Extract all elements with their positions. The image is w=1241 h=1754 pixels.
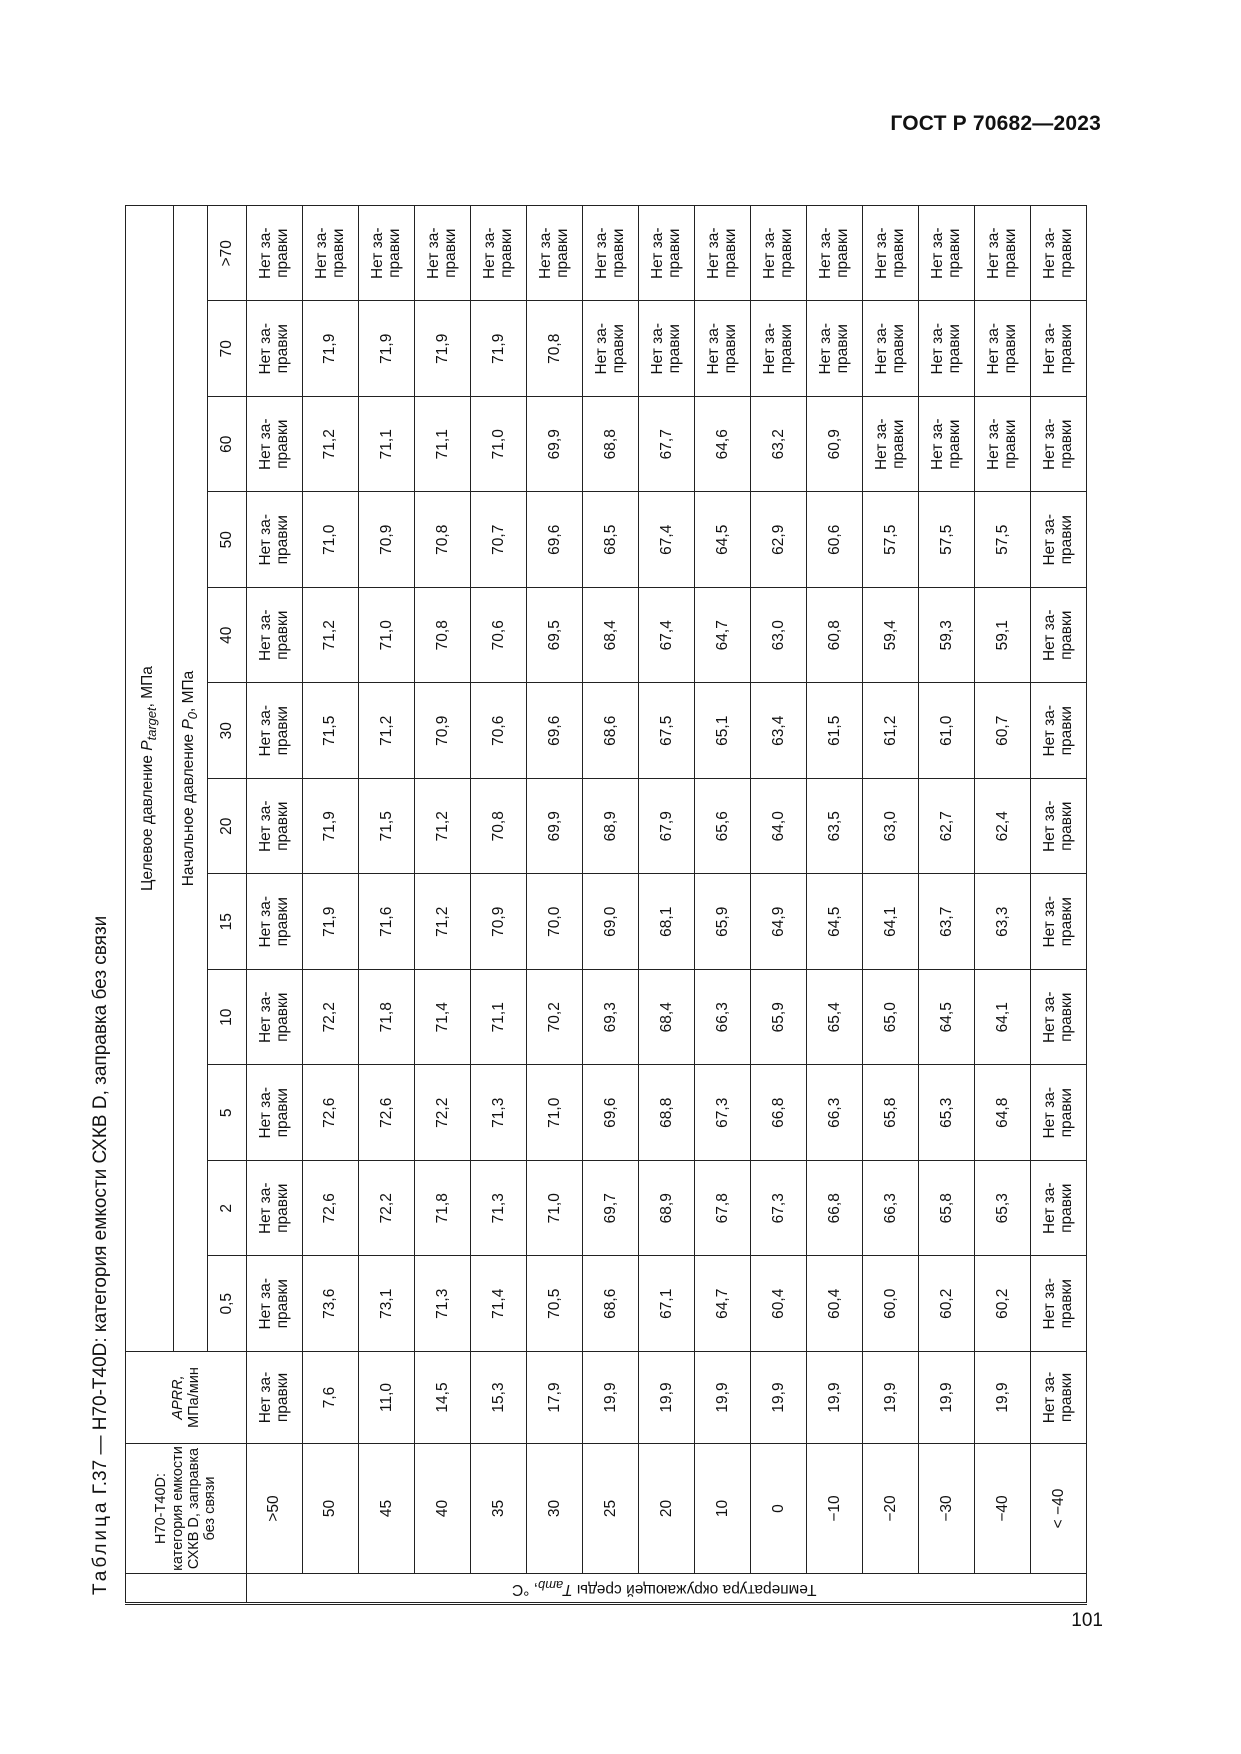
pressure-value-cell: 69,9 xyxy=(526,397,582,493)
pressure-value-cell: Нет за- правки xyxy=(974,397,1030,493)
pressure-value-cell: 71,2 xyxy=(302,397,358,493)
pressure-value-cell: 64,1 xyxy=(974,970,1030,1066)
pressure-value-cell: Нет за- правки xyxy=(862,397,918,493)
pressure-value-cell: 62,9 xyxy=(750,492,806,588)
corner-label: Н70-Т40D: категория емкости СХКВ D, заправка без связи xyxy=(126,1444,247,1574)
pressure-value-cell: 64,5 xyxy=(694,492,750,588)
rotated-table-block xyxy=(85,185,1095,1605)
pressure-value-cell: 65,4 xyxy=(806,970,862,1066)
pressure-value-cell: 71,9 xyxy=(414,301,470,397)
pressure-value-cell: 71,2 xyxy=(414,874,470,970)
aprr-cell: 11,0 xyxy=(358,1352,414,1444)
temperature-cell: −10 xyxy=(806,1444,862,1574)
pressure-value-cell: 70,8 xyxy=(526,301,582,397)
temperature-cell: −20 xyxy=(862,1444,918,1574)
pressure-value-cell: 59,4 xyxy=(862,588,918,684)
pressure-value-cell: Нет за- правки xyxy=(1030,874,1086,970)
temperature-cell: 20 xyxy=(638,1444,694,1574)
pressure-value-cell: 71,0 xyxy=(358,588,414,684)
pressure-value-cell: 64,8 xyxy=(974,1065,1030,1161)
pressure-value-cell: 68,6 xyxy=(582,1256,638,1352)
pressure-value-cell: Нет за- правки xyxy=(1030,397,1086,493)
pressure-value-cell: Нет за- правки xyxy=(302,206,358,302)
table-row xyxy=(526,206,582,1604)
pressure-value-cell: Нет за- правки xyxy=(750,301,806,397)
pressure-value-cell: Нет за- правки xyxy=(974,206,1030,302)
pressure-value-cell: 68,9 xyxy=(638,1161,694,1257)
pressure-value-cell: Нет за- правки xyxy=(694,301,750,397)
pressure-value-cell: 71,0 xyxy=(526,1161,582,1257)
table-row xyxy=(750,206,806,1604)
temperature-cell: 30 xyxy=(526,1444,582,1574)
temperature-cell: >50 xyxy=(246,1444,302,1574)
pressure-value-cell: 63,3 xyxy=(974,874,1030,970)
pressure-value-cell: 67,4 xyxy=(638,492,694,588)
pressure-value-cell: 60,4 xyxy=(806,1256,862,1352)
pressure-value-cell: 62,4 xyxy=(974,779,1030,875)
page-number: 101 xyxy=(1071,1610,1103,1631)
pressure-value-cell: Нет за- правки xyxy=(918,206,974,302)
pressure-value-cell: Нет за- правки xyxy=(246,397,302,493)
p0-column-header: 70 xyxy=(207,301,246,397)
p0-column-header: 20 xyxy=(207,779,246,875)
pressure-value-cell: 66,3 xyxy=(694,970,750,1066)
pressure-value-cell: 71,9 xyxy=(302,874,358,970)
pressure-value-cell: 64,9 xyxy=(750,874,806,970)
pressure-value-cell: 64,1 xyxy=(862,874,918,970)
aprr-cell: 14,5 xyxy=(414,1352,470,1444)
aprr-header xyxy=(126,1352,247,1444)
pressure-value-cell: Нет за- правки xyxy=(526,206,582,302)
temperature-cell: −40 xyxy=(974,1444,1030,1574)
pressure-value-cell: 63,0 xyxy=(862,779,918,875)
pressure-value-cell: 71,0 xyxy=(526,1065,582,1161)
pressure-value-cell: 57,5 xyxy=(974,492,1030,588)
pressure-value-cell: 69,6 xyxy=(526,492,582,588)
pressure-value-cell: 59,3 xyxy=(918,588,974,684)
temperature-cell: 45 xyxy=(358,1444,414,1574)
temperature-cell: 35 xyxy=(470,1444,526,1574)
pressure-value-cell: Нет за- правки xyxy=(1030,1161,1086,1257)
pressure-value-cell: Нет за- правки xyxy=(246,1065,302,1161)
pressure-value-cell: 61,0 xyxy=(918,683,974,779)
table-row xyxy=(358,206,414,1604)
pressure-value-cell: 60,8 xyxy=(806,588,862,684)
table-row xyxy=(470,206,526,1604)
pressure-value-cell: 67,3 xyxy=(694,1065,750,1161)
pressure-value-cell: 70,9 xyxy=(414,683,470,779)
pressure-value-cell: 70,2 xyxy=(526,970,582,1066)
pressure-value-cell: Нет за- правки xyxy=(974,301,1030,397)
pressure-value-cell: Нет за- правки xyxy=(1030,301,1086,397)
aprr-cell: 19,9 xyxy=(918,1352,974,1444)
pressure-value-cell: Нет за- правки xyxy=(246,301,302,397)
pressure-value-cell: 61,5 xyxy=(806,683,862,779)
pressure-value-cell: 72,6 xyxy=(358,1065,414,1161)
pressure-value-cell: Нет за- правки xyxy=(358,206,414,302)
pressure-value-cell: Нет за- правки xyxy=(246,874,302,970)
pressure-value-cell: Нет за- правки xyxy=(918,397,974,493)
pressure-value-cell: 71,0 xyxy=(302,492,358,588)
pressure-value-cell: Нет за- правки xyxy=(1030,779,1086,875)
aprr-cell: 19,9 xyxy=(694,1352,750,1444)
pressure-value-cell: 71,4 xyxy=(470,1256,526,1352)
aprr-cell: 19,9 xyxy=(862,1352,918,1444)
pressure-value-cell: 65,1 xyxy=(694,683,750,779)
table-row xyxy=(694,206,750,1604)
pressure-value-cell: Нет за- правки xyxy=(246,1256,302,1352)
table-row xyxy=(1030,206,1086,1604)
standard-designation: ГОСТ Р 70682—2023 xyxy=(890,112,1101,135)
p0-column-header: 5 xyxy=(207,1065,246,1161)
pressure-value-cell: 71,8 xyxy=(358,970,414,1066)
p0-column-header: 30 xyxy=(207,683,246,779)
pressure-value-cell: 72,2 xyxy=(302,970,358,1066)
temperature-cell: 40 xyxy=(414,1444,470,1574)
pressure-value-cell: 69,3 xyxy=(582,970,638,1066)
pressure-value-cell: Нет за- правки xyxy=(1030,970,1086,1066)
pressure-value-cell: 65,6 xyxy=(694,779,750,875)
pressure-value-cell: 63,2 xyxy=(750,397,806,493)
pressure-value-cell: Нет за- правки xyxy=(862,301,918,397)
p0-column-header: 15 xyxy=(207,874,246,970)
pressure-value-cell: 67,4 xyxy=(638,588,694,684)
pressure-value-cell: 71,5 xyxy=(302,683,358,779)
pressure-value-cell: 70,8 xyxy=(414,588,470,684)
pressure-value-cell: 67,9 xyxy=(638,779,694,875)
pressure-value-cell: 60,7 xyxy=(974,683,1030,779)
target-pressure-text: Целевое давление $P_{target}$, МПа xyxy=(139,666,160,891)
header-row-target xyxy=(126,206,174,1604)
pressure-value-cell: 67,3 xyxy=(750,1161,806,1257)
pressure-value-cell: 63,7 xyxy=(918,874,974,970)
pressure-value-cell: 73,1 xyxy=(358,1256,414,1352)
pressure-value-cell: Нет за- правки xyxy=(246,492,302,588)
p0-column-header: 60 xyxy=(207,397,246,493)
pressure-value-cell: 65,9 xyxy=(750,970,806,1066)
pressure-value-cell: Нет за- правки xyxy=(246,1161,302,1257)
aprr-cell: 17,9 xyxy=(526,1352,582,1444)
pressure-value-cell: Нет за- правки xyxy=(246,970,302,1066)
pressure-value-cell: 66,3 xyxy=(806,1065,862,1161)
pressure-value-cell: Нет за- правки xyxy=(694,206,750,302)
pressure-value-cell: 71,9 xyxy=(302,779,358,875)
pressure-value-cell: 72,6 xyxy=(302,1065,358,1161)
pressure-value-cell: 70,7 xyxy=(470,492,526,588)
pressure-value-cell: 60,0 xyxy=(862,1256,918,1352)
pressure-value-cell: 60,2 xyxy=(974,1256,1030,1352)
pressure-value-cell: Нет за- правки xyxy=(582,206,638,302)
pressure-value-cell: 68,4 xyxy=(582,588,638,684)
pressure-value-cell: 61,2 xyxy=(862,683,918,779)
pressure-value-cell: Нет за- правки xyxy=(414,206,470,302)
p0-column-header: 2 xyxy=(207,1161,246,1257)
pressure-value-cell: 68,9 xyxy=(582,779,638,875)
pressure-value-cell: 70,9 xyxy=(358,492,414,588)
pressure-value-cell: Нет за- правки xyxy=(638,206,694,302)
temperature-cell: −30 xyxy=(918,1444,974,1574)
initial-pressure-text: Начальное давление $P_0$, МПа xyxy=(180,670,201,887)
pressure-value-cell: Нет за- правки xyxy=(1030,588,1086,684)
pressure-value-cell: 65,0 xyxy=(862,970,918,1066)
pressure-value-cell: Нет за- правки xyxy=(918,301,974,397)
pressure-value-cell: 68,4 xyxy=(638,970,694,1066)
initial-pressure-header xyxy=(174,206,207,1352)
pressure-value-cell: 71,2 xyxy=(358,683,414,779)
ambient-temperature-label xyxy=(246,1574,1086,1604)
table-row xyxy=(974,206,1030,1604)
pressure-value-cell: 65,3 xyxy=(974,1161,1030,1257)
aprr-cell: 19,9 xyxy=(582,1352,638,1444)
pressure-value-cell: 71,2 xyxy=(302,588,358,684)
pressure-value-cell: 70,8 xyxy=(414,492,470,588)
aprr-cell: 15,3 xyxy=(470,1352,526,1444)
aprr-cell: 7,6 xyxy=(302,1352,358,1444)
pressure-value-cell: Нет за- правки xyxy=(862,206,918,302)
table-caption xyxy=(85,916,117,1595)
pressure-value-cell: 68,8 xyxy=(638,1065,694,1161)
aprr-cell: Нет за- правки xyxy=(1030,1352,1086,1444)
pressure-value-cell: 69,6 xyxy=(582,1065,638,1161)
pressure-value-cell: 66,3 xyxy=(862,1161,918,1257)
pressure-value-cell: 62,7 xyxy=(918,779,974,875)
target-pressure-header xyxy=(126,206,174,1352)
pressure-value-cell: 63,5 xyxy=(806,779,862,875)
pressure-value-cell: 67,7 xyxy=(638,397,694,493)
temperature-cell: 0 xyxy=(750,1444,806,1574)
aprr-symbol: APRR, xyxy=(169,1375,186,1420)
pressure-value-cell: Нет за- правки xyxy=(246,683,302,779)
aprr-cell: Нет за- правки xyxy=(246,1352,302,1444)
pressure-value-cell: 64,6 xyxy=(694,397,750,493)
caption-label: Таблица xyxy=(90,1499,111,1595)
pressure-value-cell: 71,1 xyxy=(358,397,414,493)
aprr-unit: МПа/мин xyxy=(185,1367,202,1428)
pressure-value-cell: 71,3 xyxy=(470,1065,526,1161)
pressure-value-cell: Нет за- правки xyxy=(638,301,694,397)
pressure-value-cell: 72,2 xyxy=(414,1065,470,1161)
pressure-value-cell: Нет за- правки xyxy=(470,206,526,302)
pressure-value-cell: 68,8 xyxy=(582,397,638,493)
pressure-value-cell: 67,5 xyxy=(638,683,694,779)
pressure-value-cell: Нет за- правки xyxy=(1030,683,1086,779)
pressure-value-cell: Нет за- правки xyxy=(806,301,862,397)
pressure-value-cell: Нет за- правки xyxy=(1030,1065,1086,1161)
p0-column-header: 50 xyxy=(207,492,246,588)
pressure-value-cell: 57,5 xyxy=(918,492,974,588)
table-row xyxy=(246,206,302,1604)
pressure-value-cell: 71,9 xyxy=(302,301,358,397)
pressure-value-cell: 60,9 xyxy=(806,397,862,493)
pressure-value-cell: 69,0 xyxy=(582,874,638,970)
aprr-cell: 19,9 xyxy=(806,1352,862,1444)
caption-text: Г.37 — Н70-Т40D: категория емкости СХКВ D, заправка без связи xyxy=(90,915,111,1495)
pressure-value-cell: 63,0 xyxy=(750,588,806,684)
corner-blank xyxy=(126,1574,247,1604)
pressure-value-cell: 70,5 xyxy=(526,1256,582,1352)
pressure-value-cell: 65,3 xyxy=(918,1065,974,1161)
p0-column-header: >70 xyxy=(207,206,246,302)
pressure-value-cell: Нет за- правки xyxy=(1030,492,1086,588)
p0-column-header: 0,5 xyxy=(207,1256,246,1352)
table-row xyxy=(862,206,918,1604)
table-row xyxy=(806,206,862,1604)
pressure-value-cell: 72,2 xyxy=(358,1161,414,1257)
pressure-value-cell: 60,4 xyxy=(750,1256,806,1352)
pressure-value-cell: 65,8 xyxy=(862,1065,918,1161)
pressure-value-cell: 67,1 xyxy=(638,1256,694,1352)
pressure-value-cell: Нет за- правки xyxy=(806,206,862,302)
pressure-value-cell: 68,6 xyxy=(582,683,638,779)
pressure-value-cell: 71,9 xyxy=(358,301,414,397)
pressure-value-cell: 71,5 xyxy=(358,779,414,875)
pressure-value-cell: 70,6 xyxy=(470,588,526,684)
pressure-value-cell: 60,2 xyxy=(918,1256,974,1352)
pressure-value-cell: 68,5 xyxy=(582,492,638,588)
pressure-value-cell: 69,6 xyxy=(526,683,582,779)
pressure-value-cell: 71,3 xyxy=(470,1161,526,1257)
pressure-value-cell: Нет за- правки xyxy=(582,301,638,397)
pressure-value-cell: 71,3 xyxy=(414,1256,470,1352)
temperature-cell: < −40 xyxy=(1030,1444,1086,1574)
pressure-value-cell: 73,6 xyxy=(302,1256,358,1352)
pressure-value-cell: Нет за- правки xyxy=(246,206,302,302)
pressure-value-cell: 66,8 xyxy=(806,1161,862,1257)
pressure-value-cell: Нет за- правки xyxy=(246,588,302,684)
pressure-value-cell: 64,5 xyxy=(806,874,862,970)
p0-column-header: 40 xyxy=(207,588,246,684)
pressure-value-cell: 71,4 xyxy=(414,970,470,1066)
pressure-value-cell: 63,4 xyxy=(750,683,806,779)
table-row xyxy=(302,206,358,1604)
aprr-cell: 19,9 xyxy=(638,1352,694,1444)
aprr-cell: 19,9 xyxy=(974,1352,1030,1444)
temperature-cell: 10 xyxy=(694,1444,750,1574)
temperature-cell: 50 xyxy=(302,1444,358,1574)
pressure-value-cell: 71,6 xyxy=(358,874,414,970)
pressure-value-cell: 69,9 xyxy=(526,779,582,875)
pressure-value-cell: 72,6 xyxy=(302,1161,358,1257)
aprr-cell: 19,9 xyxy=(750,1352,806,1444)
pressure-value-cell: 60,6 xyxy=(806,492,862,588)
pressure-value-cell: 70,6 xyxy=(470,683,526,779)
pressure-value-cell: Нет за- правки xyxy=(1030,206,1086,302)
pressure-value-cell: 71,2 xyxy=(414,779,470,875)
pressure-value-cell: 64,5 xyxy=(918,970,974,1066)
pressure-value-cell: Нет за- правки xyxy=(1030,1256,1086,1352)
ambient-temperature-text: Температура окружающей среды $T_{amb}$, °С xyxy=(511,1578,817,1599)
pressure-value-cell: 70,0 xyxy=(526,874,582,970)
pressure-value-cell: 69,5 xyxy=(526,588,582,684)
table-row xyxy=(582,206,638,1604)
pressure-value-cell: 65,8 xyxy=(918,1161,974,1257)
table-row xyxy=(918,206,974,1604)
pressure-value-cell: 68,1 xyxy=(638,874,694,970)
pressure-value-cell: 71,1 xyxy=(470,970,526,1066)
pressure-value-cell: 65,9 xyxy=(694,874,750,970)
table-row xyxy=(414,206,470,1604)
pressure-value-cell: 64,7 xyxy=(694,588,750,684)
pressure-value-cell: 71,8 xyxy=(414,1161,470,1257)
pressure-value-cell: 66,8 xyxy=(750,1065,806,1161)
pressure-value-cell: 71,9 xyxy=(470,301,526,397)
p0-column-header: 10 xyxy=(207,970,246,1066)
pressure-value-cell: Нет за- правки xyxy=(750,206,806,302)
pressure-value-cell: 64,7 xyxy=(694,1256,750,1352)
pressure-value-cell: Нет за- правки xyxy=(246,779,302,875)
pressure-value-cell: 70,9 xyxy=(470,874,526,970)
pressure-value-cell: 70,8 xyxy=(470,779,526,875)
pressure-value-cell: 64,0 xyxy=(750,779,806,875)
pressure-value-cell: 57,5 xyxy=(862,492,918,588)
pressure-value-cell: 69,7 xyxy=(582,1161,638,1257)
pressure-value-cell: 71,0 xyxy=(470,397,526,493)
pressure-value-cell: 59,1 xyxy=(974,588,1030,684)
table-row xyxy=(638,206,694,1604)
pressure-value-cell: 71,1 xyxy=(414,397,470,493)
data-table xyxy=(125,205,1087,1605)
pressure-value-cell: 67,8 xyxy=(694,1161,750,1257)
temperature-cell: 25 xyxy=(582,1444,638,1574)
